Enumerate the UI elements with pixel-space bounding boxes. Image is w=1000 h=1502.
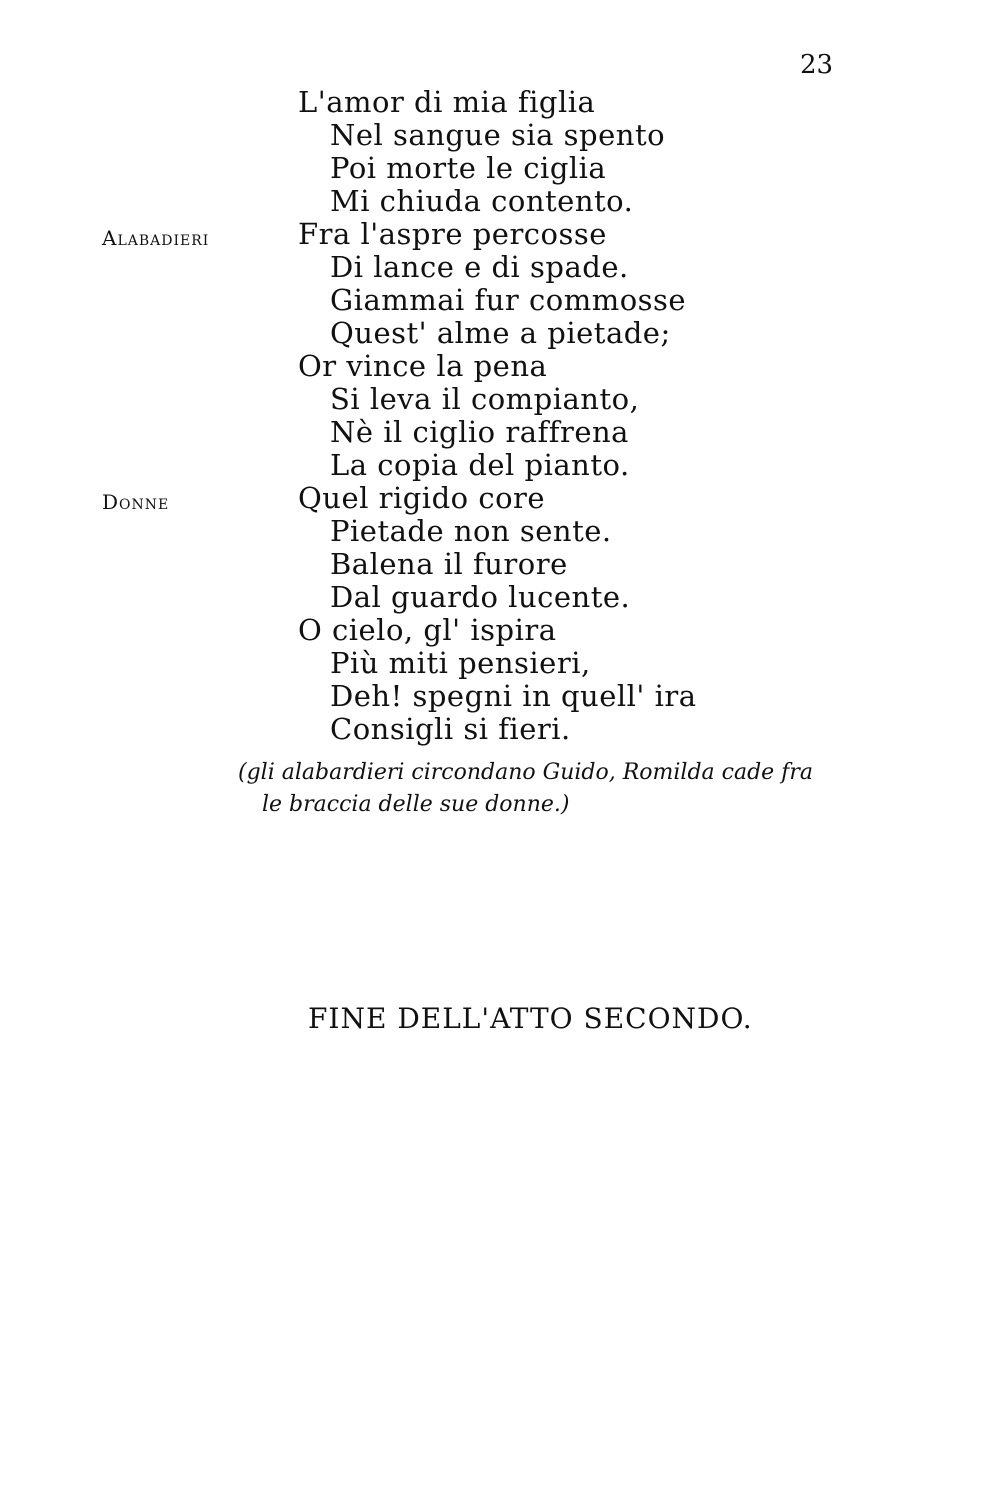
verse-line: Balena il furore	[330, 547, 568, 581]
verse-line: L'amor di mia figlia	[298, 85, 596, 119]
verse-line: Giammai fur commosse	[330, 283, 687, 317]
verse-line: La copia del pianto.	[330, 448, 630, 482]
verse-line: Nel sangue sia spento	[330, 118, 666, 152]
verse-line: Nè il ciglio raffrena	[330, 415, 629, 449]
verse-line: Mi chiuda contento.	[330, 184, 634, 218]
verse-line: Or vince la pena	[298, 349, 548, 383]
verse-line: Quest' alme a pietade;	[330, 316, 671, 350]
speaker-donne: Donne	[102, 490, 170, 514]
verse-line: Di lance e di spade.	[330, 250, 629, 284]
stage-direction-line: le braccia delle sue donne.)	[262, 792, 570, 817]
page-number: 23	[800, 50, 834, 80]
verse-line: O cielo, gl' ispira	[298, 613, 557, 647]
verse-line: Deh! spegni in quell' ira	[330, 679, 697, 713]
end-of-act-title: FINE DELL'ATTO SECONDO.	[308, 1002, 753, 1035]
verse-line: Poi morte le ciglia	[330, 151, 607, 185]
verse-line: Si leva il compianto,	[330, 382, 640, 416]
verse-line: Più miti pensieri,	[330, 646, 591, 680]
stage-direction-line: (gli alabardieri circondano Guido, Romilda cade fra	[238, 760, 813, 785]
verse-line: Quel rigido core	[298, 481, 546, 515]
verse-line: Consigli si fieri.	[330, 712, 571, 746]
verse-line: Pietade non sente.	[330, 514, 612, 548]
verse-line: Dal guardo lucente.	[330, 580, 631, 614]
speaker-alabardieri: Alabadieri	[102, 226, 210, 250]
verse-line: Fra l'aspre percosse	[298, 217, 607, 251]
